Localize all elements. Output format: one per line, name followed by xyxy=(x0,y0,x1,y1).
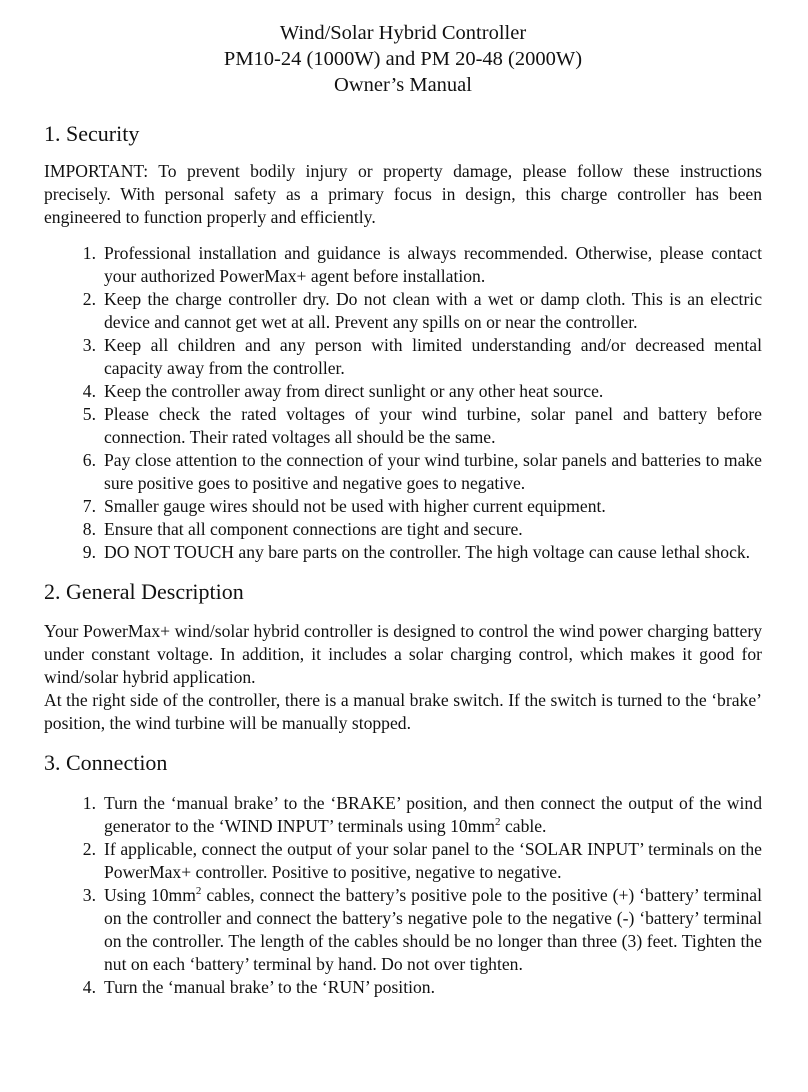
section-heading-security: 1. Security xyxy=(44,121,140,146)
list-text: Please check the rated voltages of your wind turbine, solar panel and battery before connection. Their rated voltages all should be the same. xyxy=(104,404,762,447)
list-item xyxy=(44,449,762,495)
list-item xyxy=(44,884,762,976)
list-text: Professional installation and guidance is always recommended. Otherwise, please contact your authorized PowerMax+ agent before installation. xyxy=(104,243,762,286)
list-number: 9. xyxy=(82,542,96,562)
list-number: 3. xyxy=(82,885,96,905)
description-paragraph-1: Your PowerMax+ wind/solar hybrid controller is designed to control the wind power charging battery under constant voltage. In addition, it includes a solar charging control, which makes it good for wind/solar hybrid application. xyxy=(44,621,762,687)
title-line-2: PM10-24 (1000W) and PM 20-48 (2000W) xyxy=(223,48,583,70)
list-text: Ensure that all component connections are tight and secure. xyxy=(104,519,523,539)
list-number: 6. xyxy=(82,450,96,470)
list-text-continued: cables, connect the battery’s positive pole to the positive (+) ‘battery’ terminal on the controller and connect the battery’s negative pole to the negative (-) ‘battery’ terminal on the controller. The length of the cables should be no longer than three (3) feet. Tighten the nut on each ‘battery’ terminal by hand. Do not over tighten. xyxy=(104,885,762,974)
list-number: 2. xyxy=(82,839,96,859)
connection-list xyxy=(44,792,762,999)
title-line-1: Wind/Solar Hybrid Controller xyxy=(279,22,527,44)
security-list xyxy=(44,242,762,564)
list-text-continued: cable. xyxy=(500,816,547,836)
description-paragraph-2: At the right side of the controller, there is a manual brake switch. If the switch is turned to the ‘brake’ position, the wind turbine will be manually stopped. xyxy=(44,690,762,733)
list-number: 1. xyxy=(82,793,96,813)
list-item xyxy=(44,334,762,380)
list-text: If applicable, connect the output of your solar panel to the ‘SOLAR INPUT’ terminals on the PowerMax+ controller. Positive to positive, negative to negative. xyxy=(104,839,762,882)
list-number: 8. xyxy=(82,519,96,539)
list-item xyxy=(44,495,762,518)
list-text: Using 10mm xyxy=(104,885,196,905)
list-text: Pay close attention to the connection of your wind turbine, solar panels and batteries to make sure positive goes to positive and negative goes to negative. xyxy=(104,450,762,493)
list-number: 2. xyxy=(82,289,96,309)
list-item xyxy=(44,976,762,999)
list-text: Keep the charge controller dry. Do not clean with a wet or damp cloth. This is an electric device and cannot get wet at all. Prevent any spills on or near the controller. xyxy=(104,289,762,332)
list-item xyxy=(44,541,762,564)
list-number: 7. xyxy=(82,496,96,516)
list-item xyxy=(44,288,762,334)
document-title xyxy=(44,20,762,98)
list-text: Keep the controller away from direct sunlight or any other heat source. xyxy=(104,381,604,401)
list-number: 4. xyxy=(82,977,96,997)
list-item xyxy=(44,838,762,884)
section-heading-connection: 3. Connection xyxy=(44,750,168,775)
list-item xyxy=(44,380,762,403)
list-number: 4. xyxy=(82,381,96,401)
list-item xyxy=(44,242,762,288)
list-item xyxy=(44,792,762,838)
list-text: Turn the ‘manual brake’ to the ‘BRAKE’ position, and then connect the output of the wind generator to the ‘WIND INPUT’ terminals using 10mm xyxy=(104,793,762,836)
superscript: 2 xyxy=(495,816,501,828)
list-text: Smaller gauge wires should not be used with higher current equipment. xyxy=(104,496,606,516)
list-number: 1. xyxy=(82,243,96,263)
list-number: 5. xyxy=(82,404,96,424)
list-text: DO NOT TOUCH any bare parts on the controller. The high voltage can cause lethal shock. xyxy=(104,542,751,562)
list-number: 3. xyxy=(82,335,96,355)
list-text: Turn the ‘manual brake’ to the ‘RUN’ position. xyxy=(104,977,435,997)
list-text: Keep all children and any person with limited understanding and/or decreased mental capacity away from the controller. xyxy=(104,335,762,378)
list-item xyxy=(44,403,762,449)
superscript: 2 xyxy=(195,885,202,897)
list-item xyxy=(44,518,762,541)
security-intro-paragraph: IMPORTANT: To prevent bodily injury or property damage, please follow these instructions precisely. With personal safety as a primary focus in design, this charge controller has been engineered to function properly and efficiently. xyxy=(44,161,762,227)
title-line-3: Owner’s Manual xyxy=(334,74,472,96)
section-heading-general-description: 2. General Description xyxy=(44,579,244,604)
